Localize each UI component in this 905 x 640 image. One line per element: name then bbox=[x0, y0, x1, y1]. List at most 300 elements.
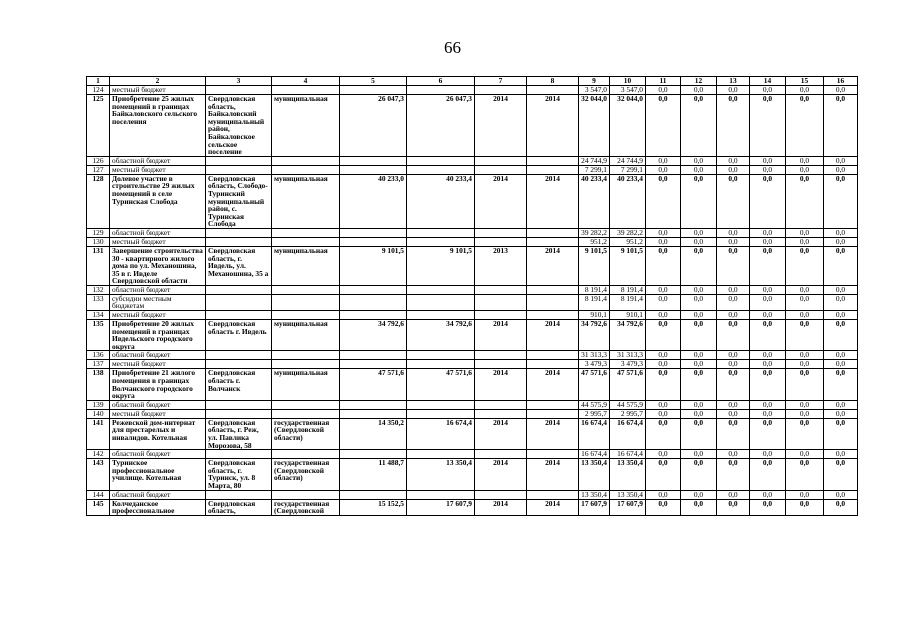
cell-funding-2020: 0,0 bbox=[824, 400, 858, 409]
cell-cost-current bbox=[407, 311, 475, 320]
cell-funding-2016: 0,0 bbox=[681, 490, 717, 499]
cell-row-number: 130 bbox=[87, 237, 110, 246]
cell-funding-2018: 0,0 bbox=[750, 311, 786, 320]
cell-location bbox=[206, 400, 272, 409]
cell-funding-2018: 0,0 bbox=[750, 165, 786, 174]
column-header-15: 15 bbox=[786, 77, 824, 86]
cell-funding-2015: 0,0 bbox=[646, 86, 681, 95]
cell-location bbox=[206, 294, 272, 310]
cell-funding-2016: 0,0 bbox=[681, 311, 717, 320]
cell-start-year: 2013 bbox=[475, 246, 527, 285]
cell-funding-2014: 8 191,4 bbox=[610, 294, 646, 310]
cell-cost-current: 13 350,4 bbox=[407, 459, 475, 490]
cell-row-number: 127 bbox=[87, 165, 110, 174]
cell-funding-2014: 16 674,4 bbox=[610, 450, 646, 459]
cell-funding-2019: 0,0 bbox=[786, 320, 824, 351]
table-row bbox=[87, 237, 858, 246]
cell-funding-total: 17 607,9 bbox=[579, 499, 610, 515]
cell-funding-2017: 0,0 bbox=[717, 228, 750, 237]
cell-funding-2019: 0,0 bbox=[786, 418, 824, 449]
cell-funding-total: 8 191,4 bbox=[579, 285, 610, 294]
cell-funding-2016: 0,0 bbox=[681, 499, 717, 515]
cell-funding-2015: 0,0 bbox=[646, 499, 681, 515]
cell-funding-total: 47 571,6 bbox=[579, 369, 610, 400]
cell-row-number: 131 bbox=[87, 246, 110, 285]
cell-start-year: 2014 bbox=[475, 459, 527, 490]
cell-funding-2014: 47 571,6 bbox=[610, 369, 646, 400]
cell-funding-2017: 0,0 bbox=[717, 459, 750, 490]
cell-location: Свердловская область, г. Реж, ул. Павлика Морозова, 58 bbox=[206, 418, 272, 449]
cell-funding-2015: 0,0 bbox=[646, 165, 681, 174]
cell-item-name: Туринское профессиональное училище. Котельная bbox=[110, 459, 206, 490]
cell-row-number: 135 bbox=[87, 320, 110, 351]
cell-cost-current bbox=[407, 409, 475, 418]
cell-cost-current bbox=[407, 351, 475, 360]
cell-location: Свердловская область, г. Ивдель, ул. Механошина, 35 а bbox=[206, 246, 272, 285]
cell-funding-total: 40 233,4 bbox=[579, 174, 610, 228]
cell-funding-2014: 34 792,6 bbox=[610, 320, 646, 351]
cell-end-year bbox=[527, 311, 579, 320]
cell-funding-2015: 0,0 bbox=[646, 369, 681, 400]
cell-ownership bbox=[272, 311, 340, 320]
cell-funding-2015: 0,0 bbox=[646, 311, 681, 320]
cell-item-name: местный бюджет bbox=[110, 360, 206, 369]
cell-funding-2019: 0,0 bbox=[786, 459, 824, 490]
budget-table bbox=[86, 76, 858, 516]
cell-estimated-cost bbox=[340, 165, 407, 174]
column-header-9: 9 bbox=[579, 77, 610, 86]
cell-funding-2018: 0,0 bbox=[750, 156, 786, 165]
cell-location bbox=[206, 237, 272, 246]
cell-row-number: 139 bbox=[87, 400, 110, 409]
cell-row-number: 140 bbox=[87, 409, 110, 418]
cell-funding-2020: 0,0 bbox=[824, 320, 858, 351]
cell-funding-total: 44 575,9 bbox=[579, 400, 610, 409]
cell-funding-2018: 0,0 bbox=[750, 86, 786, 95]
cell-cost-current bbox=[407, 86, 475, 95]
cell-location bbox=[206, 351, 272, 360]
cell-funding-2017: 0,0 bbox=[717, 400, 750, 409]
cell-funding-2016: 0,0 bbox=[681, 95, 717, 157]
cell-funding-total: 8 191,4 bbox=[579, 294, 610, 310]
cell-funding-2019: 0,0 bbox=[786, 351, 824, 360]
cell-funding-2017: 0,0 bbox=[717, 320, 750, 351]
cell-ownership: муниципальная bbox=[272, 246, 340, 285]
cell-estimated-cost: 11 488,7 bbox=[340, 459, 407, 490]
cell-cost-current bbox=[407, 285, 475, 294]
cell-item-name: областной бюджет bbox=[110, 156, 206, 165]
cell-row-number: 126 bbox=[87, 156, 110, 165]
cell-start-year bbox=[475, 450, 527, 459]
cell-location bbox=[206, 360, 272, 369]
column-header-10: 10 bbox=[610, 77, 646, 86]
cell-funding-2020: 0,0 bbox=[824, 86, 858, 95]
cell-funding-2017: 0,0 bbox=[717, 360, 750, 369]
cell-cost-current bbox=[407, 450, 475, 459]
cell-ownership bbox=[272, 351, 340, 360]
cell-cost-current bbox=[407, 294, 475, 310]
cell-ownership: государственная (Свердловской bbox=[272, 499, 340, 515]
cell-funding-2020: 0,0 bbox=[824, 409, 858, 418]
cell-funding-2019: 0,0 bbox=[786, 360, 824, 369]
cell-funding-2016: 0,0 bbox=[681, 156, 717, 165]
cell-row-number: 124 bbox=[87, 86, 110, 95]
header-row bbox=[87, 77, 858, 86]
cell-ownership: государственная (Свердловской области) bbox=[272, 418, 340, 449]
table-row bbox=[87, 246, 858, 285]
cell-location bbox=[206, 450, 272, 459]
cell-item-name: местный бюджет bbox=[110, 311, 206, 320]
table-row bbox=[87, 320, 858, 351]
cell-funding-2014: 910,1 bbox=[610, 311, 646, 320]
cell-funding-2019: 0,0 bbox=[786, 86, 824, 95]
cell-cost-current bbox=[407, 228, 475, 237]
cell-funding-2014: 2 995,7 bbox=[610, 409, 646, 418]
cell-funding-2014: 24 744,9 bbox=[610, 156, 646, 165]
cell-funding-2018: 0,0 bbox=[750, 459, 786, 490]
cell-location bbox=[206, 311, 272, 320]
table-row bbox=[87, 174, 858, 228]
table-row bbox=[87, 360, 858, 369]
cell-funding-2019: 0,0 bbox=[786, 228, 824, 237]
cell-funding-2016: 0,0 bbox=[681, 320, 717, 351]
cell-end-year bbox=[527, 237, 579, 246]
cell-cost-current: 34 792,6 bbox=[407, 320, 475, 351]
cell-estimated-cost bbox=[340, 400, 407, 409]
cell-funding-total: 24 744,9 bbox=[579, 156, 610, 165]
cell-funding-2020: 0,0 bbox=[824, 499, 858, 515]
cell-funding-2016: 0,0 bbox=[681, 165, 717, 174]
cell-ownership: государственная (Свердловской области) bbox=[272, 459, 340, 490]
cell-funding-2020: 0,0 bbox=[824, 294, 858, 310]
page-number: 66 bbox=[444, 38, 461, 57]
cell-funding-2016: 0,0 bbox=[681, 228, 717, 237]
cell-funding-2020: 0,0 bbox=[824, 246, 858, 285]
cell-funding-2018: 0,0 bbox=[750, 499, 786, 515]
cell-item-name: Завершение строительства 30 - квартирного жилого дома по ул. Механошина, 35 в г. Ивделе Свердловской области bbox=[110, 246, 206, 285]
cell-start-year: 2014 bbox=[475, 174, 527, 228]
cell-ownership bbox=[272, 156, 340, 165]
cell-funding-2015: 0,0 bbox=[646, 360, 681, 369]
cell-funding-2020: 0,0 bbox=[824, 285, 858, 294]
cell-row-number: 138 bbox=[87, 369, 110, 400]
table-row bbox=[87, 490, 858, 499]
cell-row-number: 128 bbox=[87, 174, 110, 228]
cell-funding-total: 16 674,4 bbox=[579, 450, 610, 459]
cell-item-name: областной бюджет bbox=[110, 351, 206, 360]
cell-end-year: 2014 bbox=[527, 418, 579, 449]
cell-funding-total: 34 792,6 bbox=[579, 320, 610, 351]
cell-funding-2017: 0,0 bbox=[717, 156, 750, 165]
cell-funding-2016: 0,0 bbox=[681, 174, 717, 228]
cell-estimated-cost: 14 350,2 bbox=[340, 418, 407, 449]
column-header-1: 1 bbox=[87, 77, 110, 86]
cell-funding-2017: 0,0 bbox=[717, 165, 750, 174]
cell-start-year bbox=[475, 490, 527, 499]
cell-funding-total: 3 479,3 bbox=[579, 360, 610, 369]
cell-funding-2018: 0,0 bbox=[750, 294, 786, 310]
cell-end-year: 2014 bbox=[527, 369, 579, 400]
cell-row-number: 133 bbox=[87, 294, 110, 310]
cell-funding-2015: 0,0 bbox=[646, 95, 681, 157]
cell-estimated-cost bbox=[340, 86, 407, 95]
cell-location: Свердловская область г. Ивдель bbox=[206, 320, 272, 351]
cell-estimated-cost bbox=[340, 294, 407, 310]
cell-funding-2014: 8 191,4 bbox=[610, 285, 646, 294]
cell-funding-2015: 0,0 bbox=[646, 237, 681, 246]
cell-item-name: областной бюджет bbox=[110, 490, 206, 499]
cell-start-year bbox=[475, 351, 527, 360]
cell-funding-2020: 0,0 bbox=[824, 237, 858, 246]
cell-funding-2016: 0,0 bbox=[681, 459, 717, 490]
cell-ownership bbox=[272, 285, 340, 294]
cell-start-year bbox=[475, 409, 527, 418]
cell-estimated-cost bbox=[340, 490, 407, 499]
cell-ownership bbox=[272, 228, 340, 237]
cell-start-year bbox=[475, 360, 527, 369]
cell-funding-2017: 0,0 bbox=[717, 95, 750, 157]
cell-funding-2014: 32 044,0 bbox=[610, 95, 646, 157]
cell-start-year bbox=[475, 228, 527, 237]
cell-row-number: 142 bbox=[87, 450, 110, 459]
cell-item-name: Приобретение 20 жилых помещений в границах Ивдельского городского округа bbox=[110, 320, 206, 351]
cell-item-name: субсидии местным бюджетам bbox=[110, 294, 206, 310]
cell-item-name: областной бюджет bbox=[110, 228, 206, 237]
cell-funding-2020: 0,0 bbox=[824, 459, 858, 490]
cell-row-number: 129 bbox=[87, 228, 110, 237]
cell-funding-2017: 0,0 bbox=[717, 490, 750, 499]
cell-item-name: Долевое участие в строительстве 29 жилых помещений в селе Туринская Слобода bbox=[110, 174, 206, 228]
cell-estimated-cost: 26 047,3 bbox=[340, 95, 407, 157]
cell-funding-2014: 17 607,9 bbox=[610, 499, 646, 515]
cell-funding-2017: 0,0 bbox=[717, 246, 750, 285]
cell-end-year bbox=[527, 450, 579, 459]
table-row bbox=[87, 499, 858, 515]
cell-funding-2014: 13 350,4 bbox=[610, 459, 646, 490]
column-header-11: 11 bbox=[646, 77, 681, 86]
cell-row-number: 132 bbox=[87, 285, 110, 294]
cell-funding-total: 16 674,4 bbox=[579, 418, 610, 449]
cell-location: Свердловская область, Слободо-Туринский муниципальный район, с. Туринская Слобода bbox=[206, 174, 272, 228]
cell-estimated-cost bbox=[340, 311, 407, 320]
cell-start-year: 2014 bbox=[475, 418, 527, 449]
cell-start-year bbox=[475, 294, 527, 310]
cell-cost-current bbox=[407, 237, 475, 246]
cell-end-year: 2014 bbox=[527, 499, 579, 515]
cell-funding-2014: 31 313,3 bbox=[610, 351, 646, 360]
cell-end-year bbox=[527, 86, 579, 95]
cell-funding-2016: 0,0 bbox=[681, 369, 717, 400]
cell-start-year bbox=[475, 156, 527, 165]
cell-ownership: муниципальная bbox=[272, 369, 340, 400]
cell-funding-2016: 0,0 bbox=[681, 246, 717, 285]
cell-funding-2018: 0,0 bbox=[750, 490, 786, 499]
table-header bbox=[87, 77, 858, 86]
table-row bbox=[87, 409, 858, 418]
cell-ownership: муниципальная bbox=[272, 174, 340, 228]
cell-location bbox=[206, 228, 272, 237]
cell-cost-current bbox=[407, 165, 475, 174]
cell-end-year bbox=[527, 360, 579, 369]
cell-funding-2017: 0,0 bbox=[717, 86, 750, 95]
cell-funding-2015: 0,0 bbox=[646, 400, 681, 409]
cell-end-year bbox=[527, 409, 579, 418]
cell-funding-2017: 0,0 bbox=[717, 351, 750, 360]
cell-funding-2015: 0,0 bbox=[646, 351, 681, 360]
table-row bbox=[87, 95, 858, 157]
cell-funding-2017: 0,0 bbox=[717, 369, 750, 400]
cell-funding-2015: 0,0 bbox=[646, 294, 681, 310]
cell-funding-2018: 0,0 bbox=[750, 228, 786, 237]
cell-funding-total: 910,1 bbox=[579, 311, 610, 320]
cell-funding-2017: 0,0 bbox=[717, 311, 750, 320]
cell-funding-2020: 0,0 bbox=[824, 228, 858, 237]
cell-funding-2019: 0,0 bbox=[786, 95, 824, 157]
cell-estimated-cost: 40 233,0 bbox=[340, 174, 407, 228]
cell-funding-2015: 0,0 bbox=[646, 490, 681, 499]
cell-estimated-cost bbox=[340, 228, 407, 237]
cell-cost-current bbox=[407, 400, 475, 409]
column-header-3: 3 bbox=[206, 77, 272, 86]
cell-funding-2014: 3 547,0 bbox=[610, 86, 646, 95]
cell-funding-2019: 0,0 bbox=[786, 450, 824, 459]
cell-funding-2017: 0,0 bbox=[717, 418, 750, 449]
table-row bbox=[87, 400, 858, 409]
cell-funding-2014: 951,2 bbox=[610, 237, 646, 246]
cell-funding-2018: 0,0 bbox=[750, 237, 786, 246]
cell-end-year: 2014 bbox=[527, 246, 579, 285]
cell-end-year: 2014 bbox=[527, 320, 579, 351]
cell-start-year: 2014 bbox=[475, 369, 527, 400]
cell-end-year bbox=[527, 294, 579, 310]
cell-start-year: 2014 bbox=[475, 320, 527, 351]
cell-row-number: 137 bbox=[87, 360, 110, 369]
cell-funding-2020: 0,0 bbox=[824, 490, 858, 499]
cell-item-name: местный бюджет bbox=[110, 409, 206, 418]
cell-location: Свердловская область, г. Туринск, ул. 8 Марта, 80 bbox=[206, 459, 272, 490]
cell-funding-2017: 0,0 bbox=[717, 294, 750, 310]
cell-cost-current bbox=[407, 490, 475, 499]
cell-funding-2020: 0,0 bbox=[824, 95, 858, 157]
cell-funding-2016: 0,0 bbox=[681, 86, 717, 95]
cell-funding-2014: 7 299,1 bbox=[610, 165, 646, 174]
cell-funding-total: 3 547,0 bbox=[579, 86, 610, 95]
cell-estimated-cost bbox=[340, 285, 407, 294]
cell-funding-2018: 0,0 bbox=[750, 285, 786, 294]
cell-funding-total: 9 101,5 bbox=[579, 246, 610, 285]
cell-ownership bbox=[272, 294, 340, 310]
cell-funding-2020: 0,0 bbox=[824, 174, 858, 228]
cell-funding-2016: 0,0 bbox=[681, 237, 717, 246]
cell-funding-total: 951,2 bbox=[579, 237, 610, 246]
table-row bbox=[87, 311, 858, 320]
cell-ownership bbox=[272, 360, 340, 369]
column-header-13: 13 bbox=[717, 77, 750, 86]
cell-funding-2014: 16 674,4 bbox=[610, 418, 646, 449]
cell-ownership bbox=[272, 450, 340, 459]
cell-estimated-cost bbox=[340, 450, 407, 459]
cell-funding-2016: 0,0 bbox=[681, 400, 717, 409]
cell-row-number: 143 bbox=[87, 459, 110, 490]
column-header-14: 14 bbox=[750, 77, 786, 86]
column-header-6: 6 bbox=[407, 77, 475, 86]
cell-funding-2018: 0,0 bbox=[750, 360, 786, 369]
cell-funding-2018: 0,0 bbox=[750, 400, 786, 409]
cell-funding-2018: 0,0 bbox=[750, 369, 786, 400]
cell-ownership bbox=[272, 400, 340, 409]
cell-funding-2019: 0,0 bbox=[786, 246, 824, 285]
cell-funding-2014: 44 575,9 bbox=[610, 400, 646, 409]
cell-item-name: областной бюджет bbox=[110, 450, 206, 459]
cell-funding-2019: 0,0 bbox=[786, 499, 824, 515]
cell-cost-current bbox=[407, 156, 475, 165]
cell-estimated-cost: 34 792,6 bbox=[340, 320, 407, 351]
cell-item-name: местный бюджет bbox=[110, 237, 206, 246]
cell-start-year bbox=[475, 165, 527, 174]
cell-start-year bbox=[475, 285, 527, 294]
column-header-16: 16 bbox=[824, 77, 858, 86]
cell-end-year bbox=[527, 351, 579, 360]
cell-ownership bbox=[272, 86, 340, 95]
cell-location: Свердловская область г. Волчанск bbox=[206, 369, 272, 400]
cell-ownership bbox=[272, 237, 340, 246]
cell-funding-total: 39 282,2 bbox=[579, 228, 610, 237]
cell-funding-2019: 0,0 bbox=[786, 237, 824, 246]
table-row bbox=[87, 294, 858, 310]
cell-location bbox=[206, 409, 272, 418]
cell-funding-2020: 0,0 bbox=[824, 165, 858, 174]
cell-funding-2017: 0,0 bbox=[717, 285, 750, 294]
cell-funding-2018: 0,0 bbox=[750, 174, 786, 228]
cell-estimated-cost bbox=[340, 360, 407, 369]
cell-funding-total: 31 313,3 bbox=[579, 351, 610, 360]
cell-funding-2019: 0,0 bbox=[786, 490, 824, 499]
cell-funding-2018: 0,0 bbox=[750, 246, 786, 285]
cell-start-year bbox=[475, 400, 527, 409]
cell-funding-2015: 0,0 bbox=[646, 246, 681, 285]
cell-estimated-cost bbox=[340, 351, 407, 360]
cell-estimated-cost bbox=[340, 409, 407, 418]
cell-end-year bbox=[527, 285, 579, 294]
cell-funding-2020: 0,0 bbox=[824, 156, 858, 165]
cell-item-name: областной бюджет bbox=[110, 400, 206, 409]
cell-funding-2016: 0,0 bbox=[681, 351, 717, 360]
cell-funding-total: 32 044,0 bbox=[579, 95, 610, 157]
cell-funding-2019: 0,0 bbox=[786, 400, 824, 409]
cell-funding-2014: 39 282,2 bbox=[610, 228, 646, 237]
table-row bbox=[87, 418, 858, 449]
cell-funding-2015: 0,0 bbox=[646, 228, 681, 237]
cell-estimated-cost: 15 152,5 bbox=[340, 499, 407, 515]
cell-funding-2019: 0,0 bbox=[786, 409, 824, 418]
cell-cost-current: 26 047,3 bbox=[407, 95, 475, 157]
cell-funding-total: 7 299,1 bbox=[579, 165, 610, 174]
column-header-2: 2 bbox=[110, 77, 206, 86]
cell-funding-2015: 0,0 bbox=[646, 459, 681, 490]
cell-ownership bbox=[272, 409, 340, 418]
cell-funding-2016: 0,0 bbox=[681, 294, 717, 310]
table-row bbox=[87, 228, 858, 237]
cell-end-year: 2014 bbox=[527, 174, 579, 228]
cell-estimated-cost bbox=[340, 156, 407, 165]
cell-cost-current: 17 607,9 bbox=[407, 499, 475, 515]
column-header-5: 5 bbox=[340, 77, 407, 86]
cell-funding-total: 13 350,4 bbox=[579, 459, 610, 490]
cell-start-year bbox=[475, 86, 527, 95]
cell-cost-current: 40 233,4 bbox=[407, 174, 475, 228]
cell-funding-2019: 0,0 bbox=[786, 369, 824, 400]
cell-location bbox=[206, 490, 272, 499]
